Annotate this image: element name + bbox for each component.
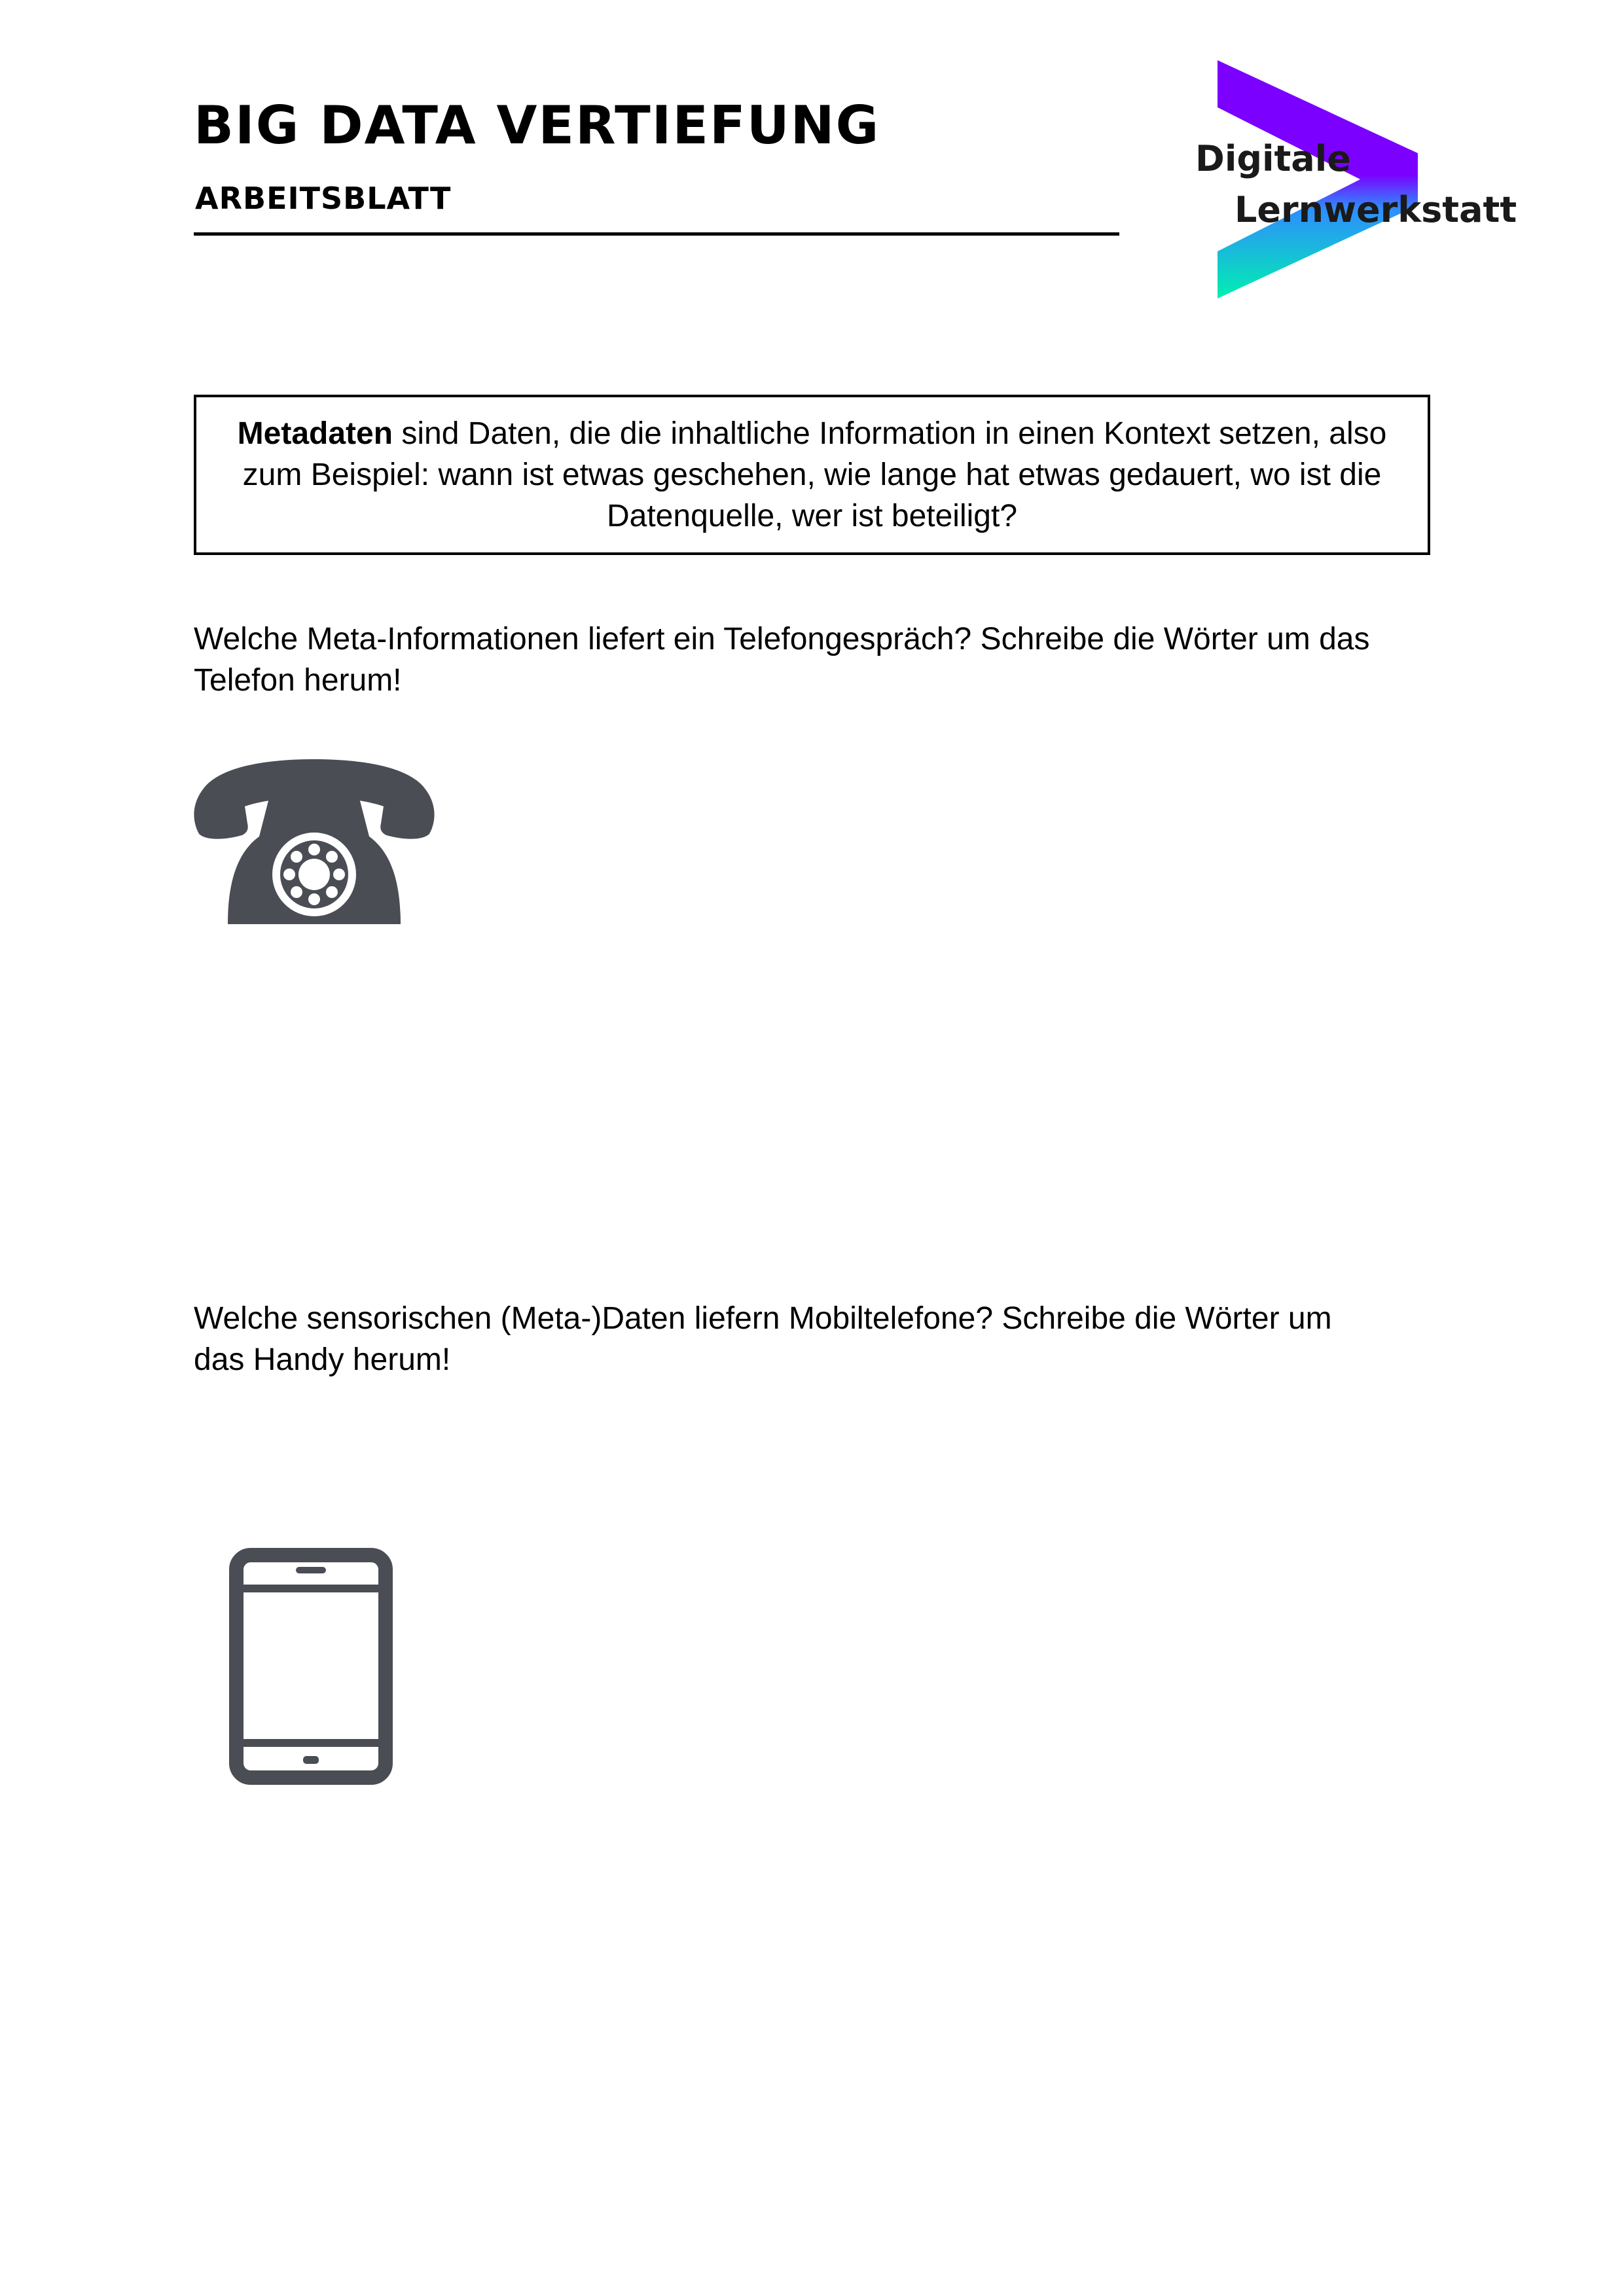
definition-box <box>194 395 1430 555</box>
page-title: BIG DATA VERTIEFUNG <box>194 95 880 156</box>
question-telephone <box>194 619 1437 701</box>
question-mobile <box>194 1298 1437 1380</box>
page-subtitle: ARBEITSBLATT <box>195 181 452 216</box>
question-line: das Handy herum! <box>194 1342 451 1377</box>
definition-term: Metadaten <box>237 416 393 451</box>
question-line: Welche sensorischen (Meta-)Daten liefern Mobiltelefone? Schreibe die Wörter um <box>194 1301 1332 1336</box>
logo-chevron-graphic <box>1190 60 1504 298</box>
question-line: Welche Meta-Informationen liefert ein Telefongespräch? Schreibe die Wörter um das <box>194 622 1370 656</box>
smartphone-icon <box>229 1548 393 1785</box>
header-divider <box>194 232 1119 236</box>
logo-text-lernwerkstatt: Lernwerkstatt <box>1235 189 1517 230</box>
question-line: Telefon herum! <box>194 663 402 698</box>
definition-body: sind Daten, die die inhaltliche Information in einen Kontext setzen, also zum Beispiel: wann ist etwas geschehen, wie lange hat etwas gedauert, wo ist die Datenquelle, wer ist beteiligt? <box>242 416 1387 533</box>
telephone-icon <box>192 759 436 924</box>
logo <box>1190 60 1517 298</box>
logo-text-digitale: Digitale <box>1195 138 1351 179</box>
definition-text <box>209 413 1415 537</box>
